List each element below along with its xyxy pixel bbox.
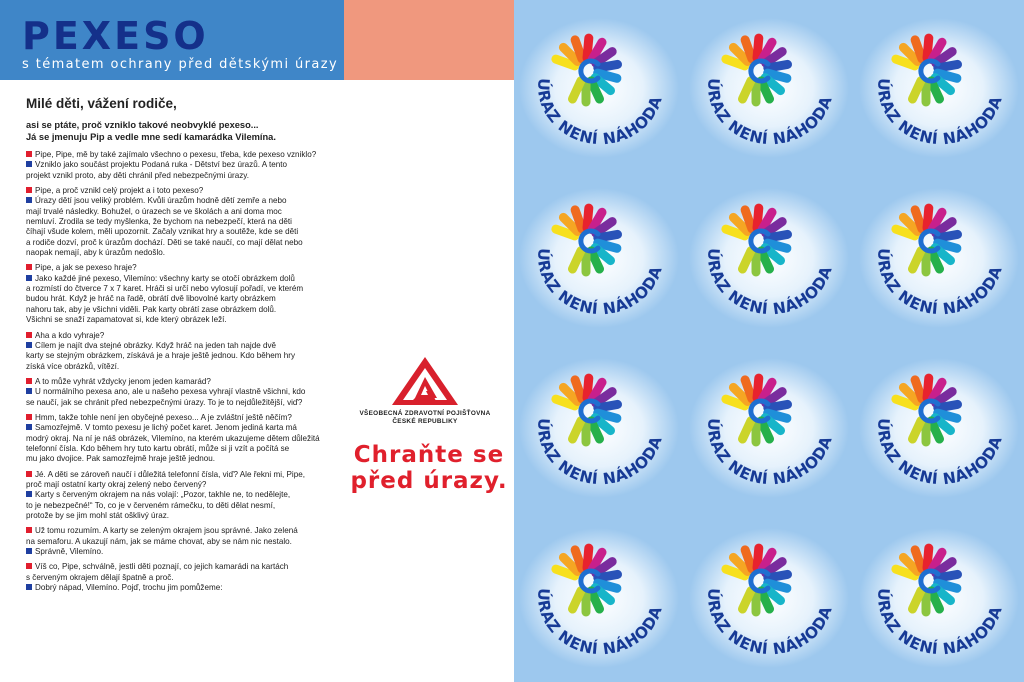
header-band <box>0 0 344 80</box>
dialogue-line <box>26 362 326 372</box>
dialogue-text: Víš co, Pipe, schválně, jestli děti poznají, co jejich kamarádi na kartách <box>35 562 289 572</box>
red-square-icon <box>26 151 32 157</box>
dialogue-line <box>26 470 326 480</box>
intro-line: asi se ptáte, proč vzniklo takové neobvyklé pexeso... <box>26 120 259 130</box>
dialogue-line <box>26 284 326 294</box>
card-slogan: ÚRAZ NENÍ NÁHODA <box>703 417 836 489</box>
dialogue-line <box>26 547 326 557</box>
dialogue-line <box>26 248 326 258</box>
dialogue-text: číhají všude kolem, měli upozornit. Začaly vznikat hry a soutěže, kde se děti <box>26 227 299 237</box>
dialogue-text: telefonní čísla. Kdo během hry tuto kartu obrátí, může si ji vzít a počítá se <box>26 443 290 453</box>
dialogue-line <box>26 196 326 206</box>
pexeso-card <box>684 510 854 680</box>
injury-prevention-logo-icon <box>854 0 1024 170</box>
dialogue-line <box>26 305 326 315</box>
dialogue-line <box>26 207 326 217</box>
dialogue-block <box>26 186 326 258</box>
pexeso-card <box>514 510 684 680</box>
dialogue-text: Samozřejmě. V tomto pexesu je lichý počet karet. Jenom jediná karta má <box>35 423 297 433</box>
dialogue-line <box>26 537 326 547</box>
card-slogan: ÚRAZ NENÍ NÁHODA <box>703 587 836 659</box>
red-square-icon <box>26 563 32 569</box>
dialogue-block <box>26 526 326 557</box>
red-square-icon <box>26 187 32 193</box>
injury-prevention-logo-icon <box>514 340 684 510</box>
blue-square-icon <box>26 388 32 394</box>
dialogue-block <box>26 413 326 465</box>
dialogue-line <box>26 511 326 521</box>
dialogue-line <box>26 387 326 397</box>
dialogue-text: Cílem je najít dva stejné obrázky. Když hráč na jeden tah najde dvě <box>35 340 277 350</box>
card-slogan: ÚRAZ NENÍ NÁHODA <box>533 587 666 659</box>
vzp-logo-icon <box>390 355 460 407</box>
dialogue-line <box>26 186 326 196</box>
dialogue-line <box>26 150 326 160</box>
red-square-icon <box>26 527 32 533</box>
dialogue-block <box>26 150 326 181</box>
dialogue-text: Správně, Vilemíno. <box>35 547 104 557</box>
dialogue-text: U normálního pexesa ano, ale u našeho pexesa vyhrají vlastně všichni, kdo <box>35 387 306 397</box>
card-slogan: ÚRAZ NENÍ NÁHODA <box>873 77 1006 149</box>
pexeso-card <box>514 170 684 340</box>
dialogue-line <box>26 444 326 454</box>
pexeso-card <box>684 170 854 340</box>
dialogue-line <box>26 398 326 408</box>
card-slogan: ÚRAZ NENÍ NÁHODA <box>533 247 666 319</box>
pexeso-card <box>854 510 1024 680</box>
dialogue-text: Už tomu rozumím. A karty se zeleným okrajem jsou správné. Jako zelená <box>35 526 298 536</box>
text-column <box>26 96 326 598</box>
dialogue-line <box>26 583 326 593</box>
dialogue-text: Vzniklo jako součást projektu Podaná ruka - Dětství bez úrazů. A tento <box>35 160 287 170</box>
dialogue-line <box>26 227 326 237</box>
pexeso-card <box>684 0 854 170</box>
dialogue-text: na semaforu. A ukazují nám, jak se máme chovat, aby se nám nic nestalo. <box>26 536 292 546</box>
dialogue-text: Hmm, takže tohle není jen obyčejné pexeso... A je zvláštní ještě něčím? <box>35 412 292 422</box>
dialogue-text: nemluví. Zrodila se tedy myšlenka, že bychom na nebezpečí, která na děti <box>26 217 292 227</box>
intro <box>26 119 326 143</box>
injury-prevention-logo-icon <box>684 170 854 340</box>
injury-prevention-logo-icon <box>514 170 684 340</box>
card-slogan: ÚRAZ NENÍ NÁHODA <box>873 587 1006 659</box>
dialogue-text: projekt vznikl proto, aby děti chránil před nebezpečnými úrazy. <box>26 170 249 180</box>
dialogue-line <box>26 294 326 304</box>
pexeso-card <box>514 340 684 510</box>
slogan-line-1: Chraňte se <box>353 442 505 468</box>
dialogue-block <box>26 470 326 522</box>
dialogue-text: Jé. A děti se zároveň naučí i důležitá telefonní čísla, viď? Ale řekni mi, Pipe, <box>35 469 305 479</box>
blue-square-icon <box>26 584 32 590</box>
dialogue-text: proč mají ostatní karty okraj zelený nebo červený? <box>26 479 207 489</box>
blue-square-icon <box>26 342 32 348</box>
dialogue-line <box>26 171 326 181</box>
dialogue-line <box>26 331 326 341</box>
blue-square-icon <box>26 424 32 430</box>
dialogue-text: karty se stejným obrázkem, získává je a hraje ještě jednou. Kdo během hry <box>26 351 296 361</box>
dialogue-block <box>26 377 326 408</box>
dialogue-text: a rodiče dozví, proč k úrazům dochází. Děti se také naučí, co mají dělat nebo <box>26 237 303 247</box>
card-slogan: ÚRAZ NENÍ NÁHODA <box>873 417 1006 489</box>
dialogue-text: Pipe, Pipe, mě by také zajímalo všechno o pexesu, třeba, kde pexeso vzniklo? <box>35 150 317 159</box>
card-slogan: ÚRAZ NENÍ NÁHODA <box>873 247 1006 319</box>
dialogue-text: mu jako dvojice. Pak samozřejmě hraje ještě jednou. <box>26 454 215 464</box>
dialogue-text: naopak nemají, aby k úrazům nedošlo. <box>26 248 166 258</box>
dialogue-text: Pipe, a proč vznikl celý projekt a i toto pexeso? <box>35 186 204 196</box>
page-title: PEXESO <box>22 14 209 58</box>
red-square-icon <box>26 332 32 338</box>
injury-prevention-logo-icon <box>854 340 1024 510</box>
dialogue-line <box>26 217 326 227</box>
pexeso-card <box>854 0 1024 170</box>
dialogue-text: se naučí, jak se chránit před nebezpečnými úrazy. To je to nejdůležitější, viď? <box>26 397 303 407</box>
injury-prevention-logo-icon <box>684 0 854 170</box>
dialogue-block <box>26 263 326 325</box>
dialogue-text: to je nebezpečné!“ To, co je v červeném rámečku, to děti dělat nesmí, <box>26 500 276 510</box>
dialogue-line <box>26 480 326 490</box>
dialogue-line <box>26 263 326 273</box>
dialogue-text: modrý okraj. Na ní je náš obrázek, Vilemíno, na kterém ukazujeme dětem důležitá <box>26 433 320 443</box>
slogan-line-2: před úrazy. <box>350 468 508 494</box>
dialogue-line <box>26 351 326 361</box>
slogan <box>344 442 514 494</box>
injury-prevention-logo-icon <box>684 510 854 680</box>
pexeso-card <box>684 340 854 510</box>
intro-line: Já se jmenuju Pip a vedle mne sedí kamarádka Vilemína. <box>26 132 276 142</box>
pexeso-card <box>854 340 1024 510</box>
dialogue-line <box>26 501 326 511</box>
card-grid <box>514 0 1024 682</box>
dialogue-block <box>26 562 326 593</box>
page-subtitle: s tématem ochrany před dětskými úrazy <box>22 57 339 72</box>
dialogue-text: nahoru tak, aby je všichni viděli. Pak karty obrátí zase obrázkem dolů. <box>26 304 277 314</box>
dialogue-text: protože by se jim mohl stát ošklivý úraz. <box>26 511 170 520</box>
dialogue-line <box>26 274 326 284</box>
dialogue-line <box>26 423 326 433</box>
dialogue-line <box>26 377 326 387</box>
injury-prevention-logo-icon <box>684 340 854 510</box>
dialogue-text: Karty s červeným okrajem na nás volají: „Pozor, takhle ne, to nedělejte, <box>35 490 291 500</box>
dialogue-line <box>26 526 326 536</box>
pexeso-card <box>854 170 1024 340</box>
salmon-block <box>344 0 514 80</box>
blue-square-icon <box>26 548 32 554</box>
dialogue-text: Všichni se snaží zapamatovat si, kde který obrázek leží. <box>26 315 227 325</box>
dialogue-line <box>26 454 326 464</box>
card-slogan: ÚRAZ NENÍ NÁHODA <box>533 77 666 149</box>
injury-prevention-logo-icon <box>514 0 684 170</box>
dialogue-line <box>26 160 326 170</box>
blue-square-icon <box>26 275 32 281</box>
dialogue-line <box>26 238 326 248</box>
dialogue-text: získá více obrázků, vítězí. <box>26 361 120 371</box>
red-square-icon <box>26 471 32 477</box>
dialogue-text: s červeným okrajem dělají špatně a proč. <box>26 572 174 582</box>
dialogue-text: Jako každé jiné pexeso, Vilemíno: všechny karty se otočí obrázkem dolů <box>35 273 295 283</box>
dialogue-line <box>26 434 326 444</box>
dialogue-text: a rozmístí do čtverce 7 x 7 karet. Hráči si určí nebo vylosují pořadí, ve kterém <box>26 284 304 294</box>
org-line-1: VŠEOBECNÁ ZDRAVOTNÍ POJIŠŤOVNA <box>359 410 491 417</box>
vzp-logo-text <box>345 410 505 426</box>
org-line-2: ČESKÉ REPUBLIKY <box>392 418 458 425</box>
dialogue-text: Úrazy dětí jsou veliký problém. Kvůli úrazům hodně dětí zemře a nebo <box>35 196 287 206</box>
injury-prevention-logo-icon <box>514 510 684 680</box>
pexeso-card <box>514 0 684 170</box>
dialogue-line <box>26 562 326 572</box>
dialogue-line <box>26 413 326 423</box>
red-square-icon <box>26 414 32 420</box>
dialogue-text: A to může vyhrát vždycky jenom jeden kamarád? <box>35 376 211 386</box>
blue-square-icon <box>26 161 32 167</box>
dialogue-line <box>26 490 326 500</box>
greeting: Milé děti, vážení rodiče, <box>26 96 177 111</box>
dialogue-line <box>26 341 326 351</box>
injury-prevention-logo-icon <box>854 170 1024 340</box>
card-slogan: ÚRAZ NENÍ NÁHODA <box>533 417 666 489</box>
dialogue-text: Pipe, a jak se pexeso hraje? <box>35 263 137 273</box>
blue-square-icon <box>26 491 32 497</box>
blue-square-icon <box>26 197 32 203</box>
dialogue-text: budou hrát. Když je hráč na řadě, obrátí dvě libovolné karty obrázkem <box>26 294 276 304</box>
dialogue-text: Dobrý nápad, Vilemíno. Pojď, trochu jim pomůžeme: <box>35 583 223 593</box>
dialogue-text: Aha a kdo vyhraje? <box>35 330 105 340</box>
red-square-icon <box>26 264 32 270</box>
dialogue-block <box>26 331 326 372</box>
red-square-icon <box>26 378 32 384</box>
dialogue-line <box>26 573 326 583</box>
card-slogan: ÚRAZ NENÍ NÁHODA <box>703 77 836 149</box>
dialogue-text: mají trvalé následky. Bohužel, o úrazech se ve školách a ani doma moc <box>26 206 282 216</box>
dialogue <box>26 150 326 593</box>
dialogue-line <box>26 315 326 325</box>
card-slogan: ÚRAZ NENÍ NÁHODA <box>703 247 836 319</box>
injury-prevention-logo-icon <box>854 510 1024 680</box>
